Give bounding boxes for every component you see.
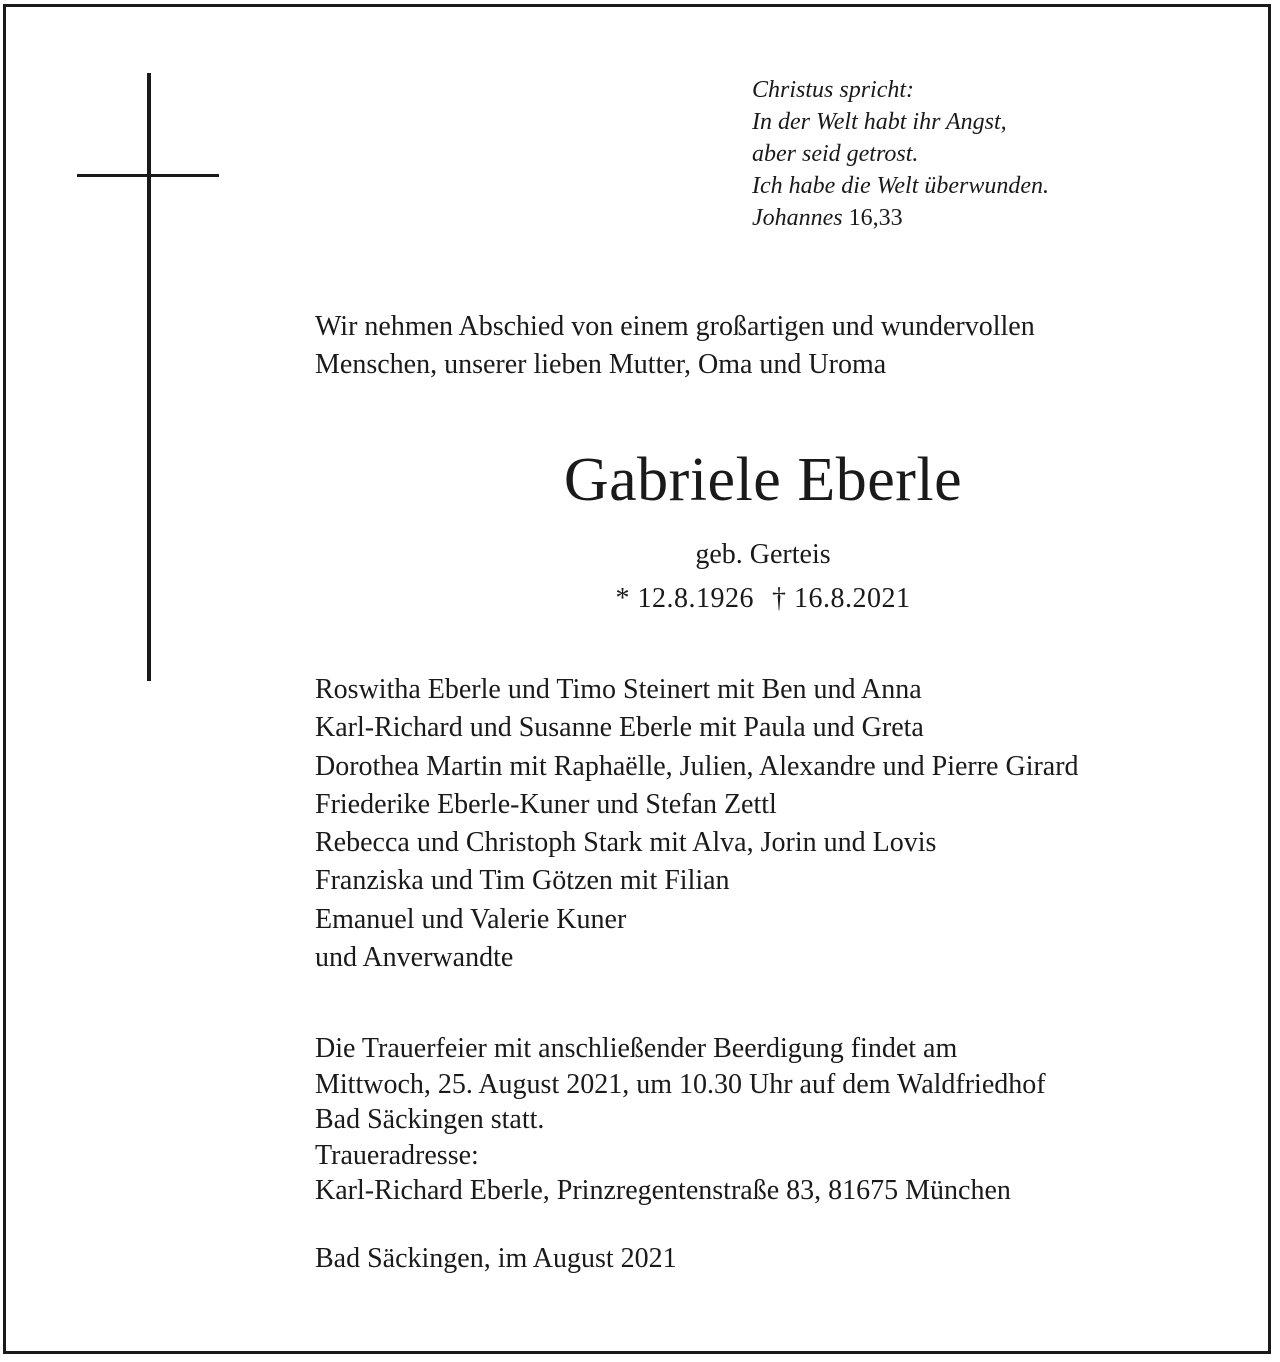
- funeral-line: Bad Säckingen statt.: [315, 1104, 545, 1135]
- mourner-line: Franziska und Tim Götzen mit Filian: [315, 865, 730, 897]
- cross-horizontal-bar: [77, 174, 219, 177]
- funeral-info: [315, 1031, 1046, 1209]
- verse-reference-book: Johannes: [752, 205, 843, 231]
- mourner-line: Roswitha Eberle und Timo Steinert mit Ben und Anna: [315, 674, 922, 705]
- verse-reference: [752, 202, 1049, 234]
- funeral-line: Traueradresse:: [315, 1139, 479, 1171]
- death-date: † 16.8.2021: [772, 583, 911, 614]
- mourner-line: und Anverwandte: [315, 942, 514, 974]
- place-and-date: Bad Säckingen, im August 2021: [315, 1243, 677, 1274]
- mourners-list: [315, 671, 1079, 977]
- deceased-name: Gabriele Eberle: [563, 446, 963, 514]
- mourner-line: Emanuel und Valerie Kuner: [315, 903, 627, 935]
- funeral-line: Die Trauerfeier mit anschließender Beerdigung findet am: [315, 1033, 958, 1064]
- intro-line: Menschen, unserer lieben Mutter, Oma und Uroma: [315, 349, 887, 380]
- verse-line: aber seid getrost.: [752, 141, 919, 167]
- life-dates: [0, 580, 1280, 618]
- maiden-name: geb. Gerteis: [695, 539, 831, 570]
- intro-line: Wir nehmen Abschied von einem großartigen und wundervollen: [315, 311, 1035, 342]
- funeral-line: Mittwoch, 25. August 2021, um 10.30 Uhr auf dem Waldfriedhof: [315, 1068, 1046, 1100]
- bible-verse: [752, 74, 1049, 234]
- verse-line: In der Welt habt ihr Angst,: [752, 109, 1007, 135]
- birth-date: * 12.8.1926: [615, 583, 754, 614]
- verse-reference-number: 16,33: [848, 205, 903, 231]
- verse-line: Ich habe die Welt überwunden.: [752, 173, 1050, 199]
- intro-text: [315, 308, 1035, 384]
- verse-line: Christus spricht:: [752, 77, 915, 103]
- mourner-line: Rebecca und Christoph Stark mit Alva, Jorin und Lovis: [315, 827, 937, 859]
- mourner-line: Dorothea Martin mit Raphaëlle, Julien, Alexandre und Pierre Girard: [315, 750, 1079, 782]
- funeral-line: Karl-Richard Eberle, Prinzregentenstraße 83, 81675 München: [315, 1175, 1011, 1206]
- mourner-line: Karl-Richard und Susanne Eberle mit Paula und Greta: [315, 712, 924, 744]
- mourner-line: Friederike Eberle-Kuner und Stefan Zettl: [315, 788, 777, 820]
